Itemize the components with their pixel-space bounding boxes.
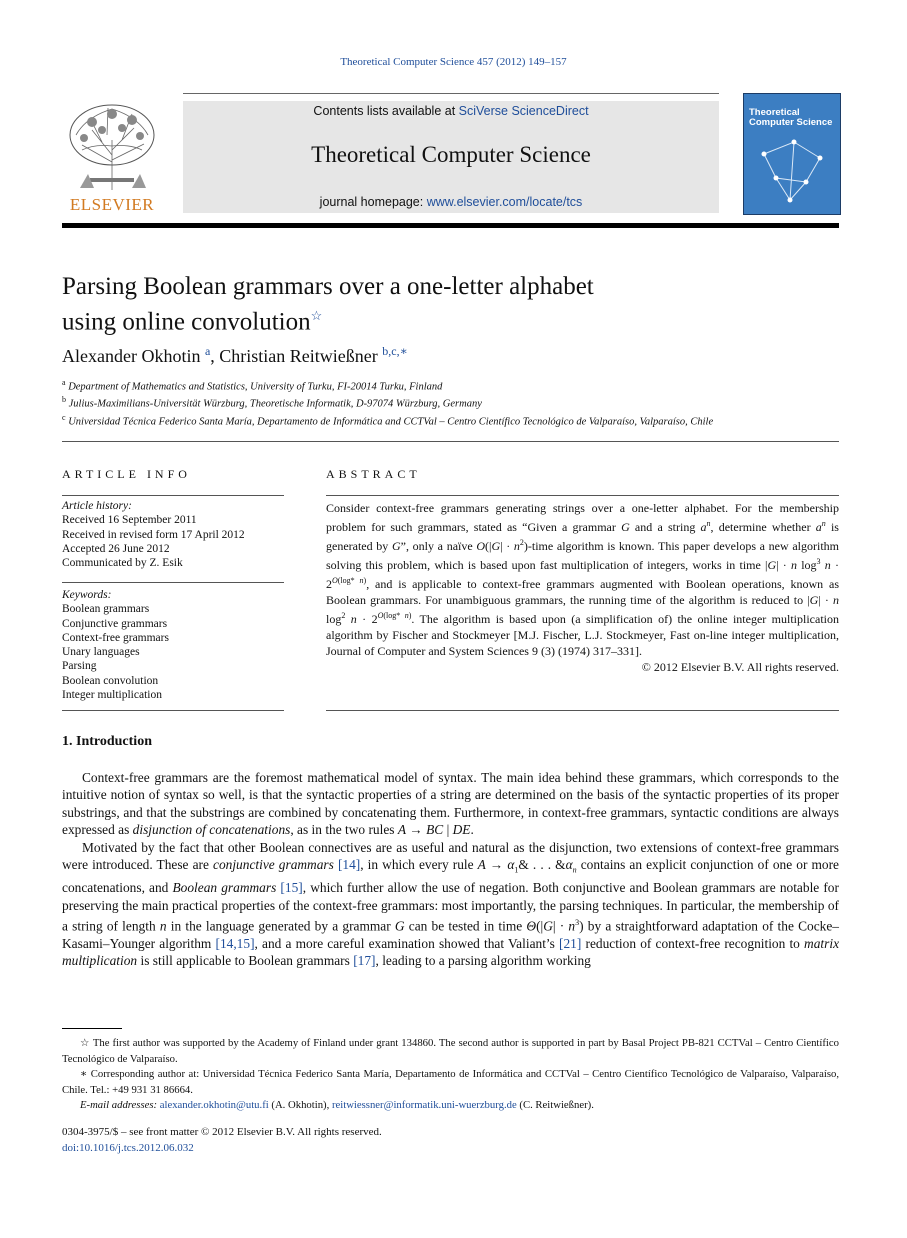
keyword: Unary languages xyxy=(62,646,140,659)
citation-link[interactable]: [21] xyxy=(559,935,582,951)
journal-cover-thumbnail[interactable] xyxy=(743,93,841,215)
header-rule xyxy=(183,93,719,94)
email2-name: (C. Reitwießner). xyxy=(519,1099,594,1111)
history-accepted: Accepted 26 June 2012 xyxy=(62,542,170,555)
citation-link[interactable]: [14] xyxy=(337,857,361,873)
citation-link[interactable]: [17] xyxy=(353,953,376,969)
affiliation-c xyxy=(62,413,713,428)
article-title xyxy=(62,272,594,336)
abstract-rule-bottom xyxy=(326,710,839,711)
author-list: Alexander Okhotin $^a$, Christian Reitwießner $^{b,c,∗}$ xyxy=(62,344,408,366)
intro-paragraph-1: Context-free grammars are the foremost mathematical model of syntax. The main idea behind these grammars, which corresponds to the intuitive notion of syntax so well, is that the syntactic properties of a string are determined on the basis of the syntactic properties of its proper substrings, and that the substrings are combined by concatenating them. Furthermore, in context-free grammars, syntactic conditions are always expressed as disjunction of concatenations, as in the two rules A → BC | DE. xyxy=(62,770,839,838)
footnote-rule xyxy=(62,1028,122,1029)
email-link-reitwiessner[interactable]: reitwiessner@informatik.uni-wuerzburg.de xyxy=(331,1099,517,1111)
issn-line: 0304-3975/$ – see front matter © 2012 Elsevier B.V. All rights reserved. xyxy=(62,1126,382,1138)
history-label: Article history: xyxy=(62,500,132,512)
homepage-link[interactable]: www.elsevier.com/locate/tcs xyxy=(426,195,583,209)
abstract-copyright: © 2012 Elsevier B.V. All rights reserved. xyxy=(641,660,839,674)
history-communicated: Communicated by Z. Esik xyxy=(62,557,183,570)
cover-graph-icon xyxy=(754,134,830,206)
info-rule-top xyxy=(62,495,284,496)
author1-affil-mark[interactable]: a xyxy=(204,344,211,358)
citation-link[interactable]: [15] xyxy=(280,880,303,896)
title-line-2: using online convolution xyxy=(62,308,311,336)
affil-text: Department of Mathematics and Statistics, University of Turku, FI-20014 Turku, Finland xyxy=(68,381,443,393)
keywords xyxy=(62,588,169,702)
sciencedirect-link[interactable]: SciVerse ScienceDirect xyxy=(458,104,589,118)
section-heading-introduction: 1. Introduction xyxy=(62,734,152,749)
footnote-star-mark: ☆ xyxy=(80,1037,90,1049)
history-received: Received 16 September 2011 xyxy=(62,514,197,527)
homepage-prefix: journal homepage: xyxy=(319,195,427,209)
footnotes xyxy=(62,1036,839,1114)
affil-mark: c xyxy=(62,413,66,422)
author-reitwiessner: Christian Reitwießner xyxy=(219,346,378,366)
keyword: Context-free grammars xyxy=(62,631,169,644)
affiliation-b xyxy=(62,395,482,410)
affil-text: Julius-Maximilians-Universität Würzburg, Theoretische Informatik, D-97074 Würzburg, Germany xyxy=(68,398,482,410)
journal-title: Theoretical Computer Science xyxy=(311,142,591,167)
contents-prefix: Contents lists available at xyxy=(313,104,459,118)
email-link-okhotin[interactable]: alexander.okhotin@utu.fi xyxy=(159,1099,269,1111)
title-footnote-mark[interactable]: ☆ xyxy=(310,308,323,323)
running-head[interactable]: Theoretical Computer Science 457 (2012) 149–157 xyxy=(340,56,567,68)
info-rule-bottom xyxy=(62,710,284,711)
footnote-star-text: The first author was supported by the Academy of Finland under grant 134860. The second author is supported in part by Basal Project PB-821 CCTVal – Centro Científico Tecnológico de Valparaíso. xyxy=(62,1037,839,1065)
email1-name: (A. Okhotin), xyxy=(271,1099,330,1111)
keyword: Boolean convolution xyxy=(62,674,159,687)
affiliation-a xyxy=(62,378,442,393)
publisher-wordmark: ELSEVIER xyxy=(69,195,155,214)
cover-title: Theoretical Computer Science xyxy=(749,107,833,128)
affil-rule xyxy=(62,441,839,442)
info-rule-mid xyxy=(62,582,284,583)
abstract-heading: ABSTRACT xyxy=(326,467,421,481)
elsevier-logo xyxy=(62,100,162,214)
article-info-heading: ARTICLE INFO xyxy=(62,467,191,481)
header-thick-rule xyxy=(62,223,839,228)
title-line-1: Parsing Boolean grammars over a one-letter alphabet xyxy=(62,273,594,300)
intro-paragraph-2: Motivated by the fact that other Boolean connectives are as useful and natural as the disjunction, two extensions of context-free grammars were introduced. These are conjunctive grammars [14], in which every rule $A \to \alpha_1\&$ . . . $\&\alpha_n$ contains an explicit conjunction of one or more concatenations, and Boolean grammars [15], which further allow the use of negation. Both conjunctive and Boolean grammars are notable for preserving the main practical properties of the context-free grammars: most importantly, the parsing techniques. In particular, the membership of a string of length n in the language generated by a grammar G can be tested in time $\Theta(|G| \cdot n^3)$ by a straightforward adaptation of the Cocke–Kasami–Younger algorithm [14,15], and a more careful examination showed that Valiant’s [21] reduction of context-free recognition to matrix multiplication is still applicable to Boolean grammars [17], leading to a parsing algorithm working xyxy=(62,839,840,969)
intro-body xyxy=(62,769,839,970)
footnote-emails xyxy=(62,1098,839,1114)
affil-mark: a xyxy=(62,378,66,387)
abstract-rule-top xyxy=(326,495,839,496)
email-label: E-mail addresses: xyxy=(80,1099,158,1111)
footnote-star xyxy=(62,1036,839,1067)
homepage-line xyxy=(183,195,719,209)
journal-banner xyxy=(183,101,719,213)
footnote-corr-text: Corresponding author at: Universidad Técnica Federico Santa María, Departamento de Informática and CCTVal – Centro Científico Tecnológico de Valparaíso, Valparaíso, Chile. Tel.: +49 931 31 86664. xyxy=(62,1068,839,1096)
doi-link[interactable]: doi:10.1016/j.tcs.2012.06.032 xyxy=(62,1142,194,1154)
citation-link[interactable]: [14,15] xyxy=(215,935,255,951)
contents-line xyxy=(183,104,719,118)
page-footer xyxy=(62,1124,382,1156)
history-revised: Received in revised form 17 April 2012 xyxy=(62,528,245,541)
footnote-corresponding: ∗ Corresponding author at: Universidad Técnica Federico Santa María, Departamento de Informática and CCTVal – Centro Científico Tecnológico de Valparaíso, Valparaíso, Chile. Tel.: +49 931 31 86664. xyxy=(62,1068,839,1096)
abstract-text: Consider context-free grammars generating strings over a one-letter alphabet. For the membership problem for such grammars, stated as “Given a grammar G and a string $a^n$, determine whether $a^n$ is generated by G”, only a naïve $O(|G| \cdot n^2)$-time algorithm is known. This paper develops a new algorithm solving this problem, which is based upon fast multiplication of integers, works in time |G| · n $\log^3 n \cdot 2^{O(log* n)}$, and is applicable to context-free grammars augmented with Boolean operations, known as Boolean grammars. For unambiguous grammars, the running time of the algorithm is reduced to |G| · n $\log^2 n \cdot 2^{O(log* n)}$. The algorithm is based upon (a simplification of) the online integer multiplication algorithm by Fischer and Stockmeyer [M.J. Fischer, L.J. Stockmeyer, Fast on-line integer multiplication, Journal of Computer and System Sciences 9 (3) (1974) 317–331]. xyxy=(326,501,840,658)
elsevier-tree-icon xyxy=(62,100,162,192)
keyword: Integer multiplication xyxy=(62,689,162,702)
keyword: Conjunctive grammars xyxy=(62,617,168,630)
keyword: Parsing xyxy=(62,660,97,673)
affil-mark: b xyxy=(62,395,66,404)
keywords-label: Keywords: xyxy=(62,589,112,601)
keyword: Boolean grammars xyxy=(62,603,150,616)
author-okhotin: Alexander Okhotin xyxy=(62,346,201,366)
author2-affil-mark[interactable]: b,c,∗ xyxy=(382,344,408,358)
affil-text: Universidad Técnica Federico Santa María, Departamento de Informática and CCTVal – Centro Científico Tecnológico de Valparaíso, Valparaíso, Chile xyxy=(68,416,714,428)
article-history xyxy=(62,499,245,570)
